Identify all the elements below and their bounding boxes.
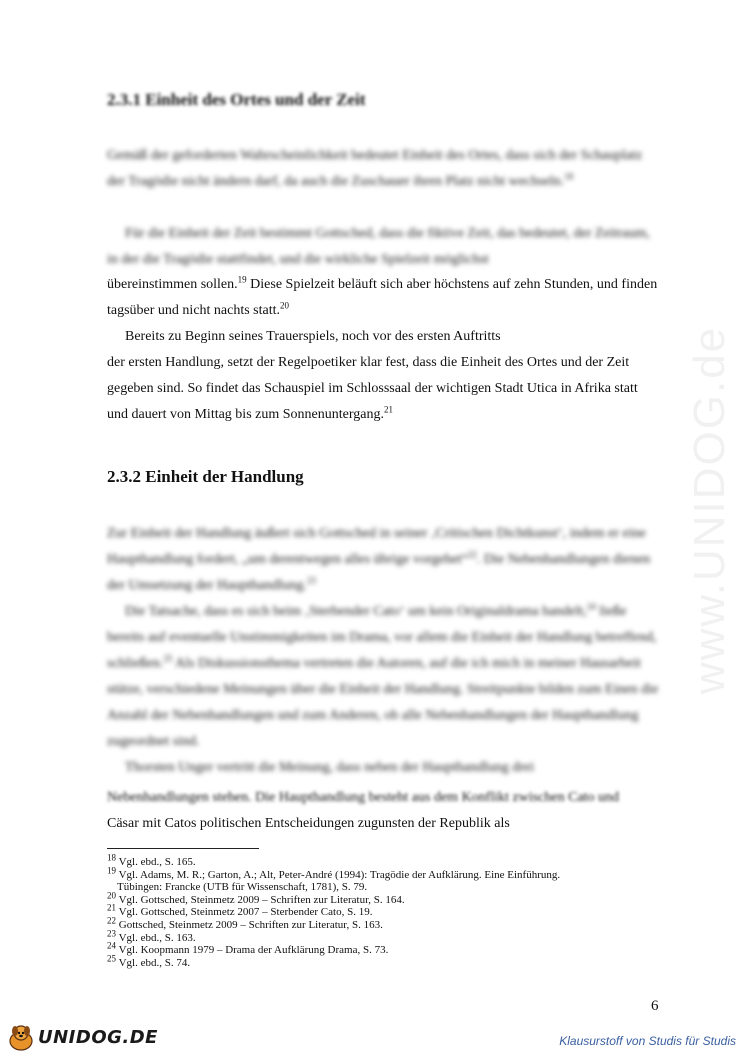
footnote-separator — [107, 848, 259, 849]
blurred-paragraph — [107, 221, 662, 273]
visible-paragraph — [107, 272, 662, 324]
footnote-item — [107, 953, 667, 970]
footnote-ref: 18 — [564, 171, 574, 182]
footnote-text: Vgl. Gottsched, Steinmetz 2007 – Sterbender Cato, S. 19. — [118, 906, 373, 919]
half-blurred-line — [107, 785, 662, 811]
paragraph-text: Thorsten Unger vertritt die Meinung, dass neben der Haupthandlung drei — [125, 760, 535, 775]
visible-paragraph — [107, 324, 662, 428]
slogan: Klausurstoff von Studis für Studis — [559, 1034, 736, 1048]
section-heading-2-3-2: 2.3.2 Einheit der Handlung — [107, 467, 304, 486]
footnote-ref: 21 — [383, 404, 393, 415]
paragraph-text: Bereits zu Beginn seines Trauerspiels, noch vor des ersten Auftritts — [125, 329, 501, 344]
footnote-ref: 24 — [586, 601, 596, 612]
footnote-number: 23 — [107, 927, 116, 938]
footnote-text: Vgl. Gottsched, Steinmetz 2009 – Schriften zur Literatur, S. 164. — [118, 893, 405, 906]
paragraph-text: Zur Einheit der Handlung äußert sich Gottsched in seiner ‚Critischen Dichtkunst‘, indem er eine Haupthandlung fordert, „um derentwegen alles übrige vorgehet“ — [107, 526, 646, 567]
footnote-item — [107, 902, 667, 919]
footnote-number: 19 — [107, 864, 116, 875]
footnote-item — [107, 864, 667, 894]
footnote-number: 22 — [107, 915, 116, 926]
footnotes — [107, 852, 667, 969]
logo-text: UNIDOG.DE — [38, 1026, 158, 1048]
footnote-item — [107, 890, 667, 907]
paragraph-text: der ersten Handlung, setzt der Regelpoetiker klar fest, dass die Einheit des Ortes und der Zeit gegeben sind. So findet das Schauspiel im Schlosssaal der wichtigen Stadt Utica in Afrika statt und dauert von Mittag bis zum Sonnenuntergang. — [107, 355, 638, 422]
footnote-number: 24 — [107, 940, 116, 951]
dog-icon — [4, 1022, 38, 1052]
footnote-number: 21 — [107, 902, 116, 913]
paragraph-text: . Die Nebenhandlungen dienen der Umsetzung der Haupthandlung. — [107, 552, 651, 593]
footnote-ref: 23 — [306, 575, 316, 586]
footnote-ref: 19 — [237, 274, 247, 285]
footnote-item — [107, 915, 667, 932]
footnote-item — [107, 852, 667, 869]
paragraph-text: Gemäß der geforderten Wahrscheinlichkeit bedeutet Einheit des Ortes, dass sich der Schauplatz der Tragödie nicht ändern darf, da auch die Zuschauer ihren Platz nicht wechseln. — [107, 148, 643, 189]
watermark-text: www.UNIDOG.de — [685, 325, 735, 695]
paragraph-text: Für die Einheit der Zeit bestimmt Gottsched, dass die fiktive Zeit, das bedeutet, der Zeitraum, in der die Tragödie stattfindet, und die wirkliche Spielzeit möglichst — [107, 226, 650, 267]
watermark — [685, 280, 735, 740]
page-number: 6 — [651, 998, 659, 1014]
footnote-text: Vgl. ebd., S. 74. — [118, 956, 191, 969]
blurred-paragraph — [107, 143, 662, 195]
footnote-text: Vgl. Koopmann 1979 – Drama der Aufklärung Drama, S. 73. — [118, 944, 389, 957]
footnote-ref: 20 — [280, 300, 290, 311]
footnote-ref: 22 — [467, 549, 477, 560]
blurred-paragraph — [107, 521, 662, 781]
footnote-number: 20 — [107, 890, 116, 901]
paragraph-text: übereinstimmen sollen. — [107, 277, 238, 292]
footnote-text: Vgl. ebd., S. 165. — [118, 856, 196, 868]
section-heading-2-3-1: 2.3.1 Einheit des Ortes und der Zeit — [107, 90, 366, 109]
visible-paragraph — [107, 811, 662, 837]
footnote-text: Vgl. Adams, M. R.; Garton, A.; Alt, Peter-André (1994): Tragödie der Aufklärung. Eine Einführung. — [118, 868, 561, 881]
paragraph-text: Diese Spielzeit beläuft sich aber höchstens auf zehn Stunden, und finden tagsüber und nicht nachts statt. — [107, 277, 658, 318]
footnote-item — [107, 927, 667, 945]
paragraph-text: Cäsar mit Catos politischen Entscheidungen zugunsten der Republik als — [107, 816, 510, 831]
unidog-logo[interactable] — [4, 1022, 158, 1052]
footnote-item — [107, 940, 667, 957]
footnote-ref: 25 — [163, 653, 173, 664]
footnote-number: 18 — [107, 852, 116, 863]
footnote-text: Gottsched, Steinmetz 2009 – Schriften zur Literatur, S. 163. — [118, 918, 383, 931]
footnote-number: 25 — [107, 953, 116, 964]
paragraph-text: ließe bereits auf eventuelle Unstimmigkeiten im Drama, vor allem die Einheit der Handlung betreffend, schließen. — [107, 604, 657, 671]
paragraph-text: Die Tatsache, dass es sich beim ‚Sterbender Cato‘ um kein Originaldrama handelt, — [125, 604, 587, 619]
footnote-text: Vgl. ebd., S. 163. — [118, 931, 196, 944]
footnote-text: Tübingen: Francke (UTB für Wissenschaft, 1781), S. 79. — [117, 881, 368, 894]
paragraph-text: Als Diskussionsthema vertreten die Autoren, auf die ich mich in meiner Hausarbeit stütze, verschiedene Meinungen über die Einheit der Handlung. Streitpunkte bilden zum Einen die Anzahl der Nebenhandlungen und zum Anderen, ob alle Nebenhandlungen der Haupthandlung zugeordnet sind. — [107, 656, 659, 749]
paragraph-text: Nebenhandlungen stehen. Die Haupthandlung besteht aus dem Konflikt zwischen Cato und — [107, 790, 620, 805]
